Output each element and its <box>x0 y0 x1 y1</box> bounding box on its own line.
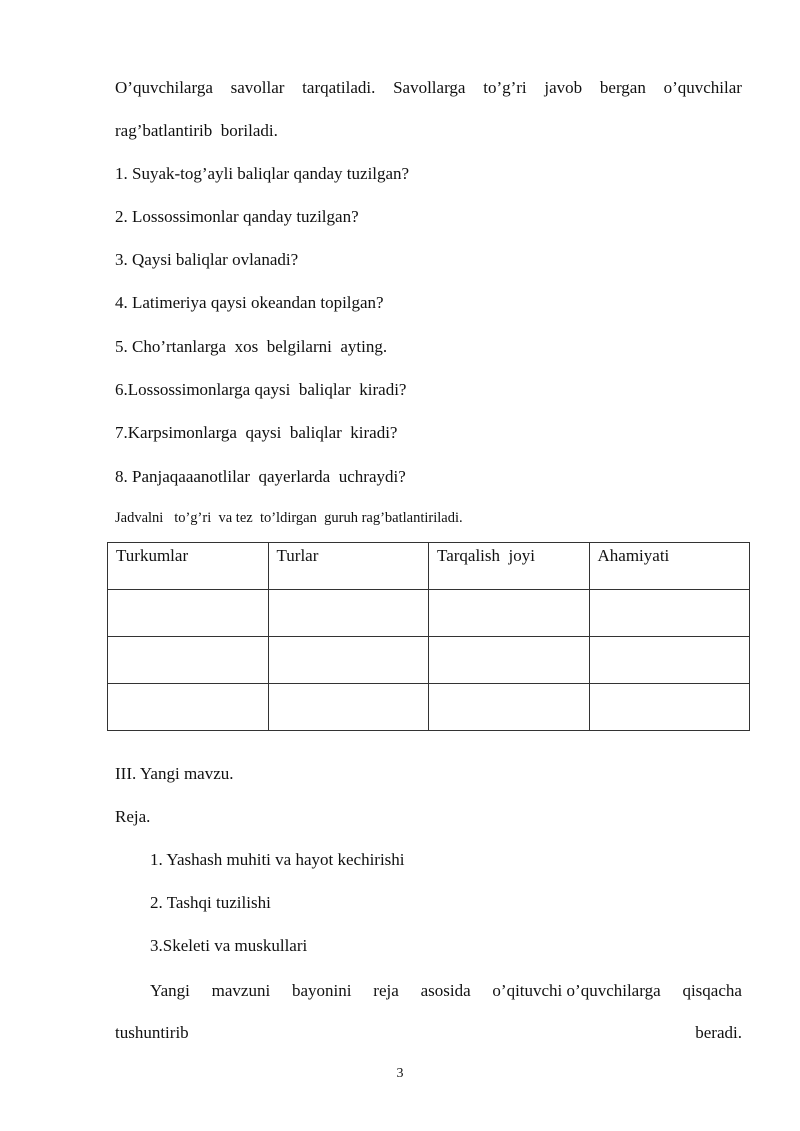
plan-label: Reja. <box>115 807 151 826</box>
table-cell[interactable] <box>589 637 750 684</box>
table-cell[interactable] <box>268 637 429 684</box>
page-number: 3 <box>396 1066 404 1081</box>
table-header-cell: Tarqalish joyi <box>429 543 590 590</box>
intro-word: savollar <box>230 78 285 97</box>
table-cell[interactable] <box>429 590 590 637</box>
intro-line-1 <box>115 77 742 99</box>
intro-word: o’quvchilar <box>663 78 742 97</box>
table-cell[interactable] <box>429 684 590 731</box>
question-item: 8. Panjaqaaanotlilar qayerlarda uchraydi? <box>115 467 406 486</box>
table-row <box>108 637 750 684</box>
paragraph-word: beradi. <box>695 1023 742 1042</box>
table-header-cell: Turkumlar <box>108 543 269 590</box>
paragraph-word: tushuntirib <box>115 1023 189 1042</box>
intro-word: O’quvchilarga <box>115 78 213 97</box>
table-header-cell: Turlar <box>268 543 429 590</box>
table-cell[interactable] <box>589 684 750 731</box>
plan-item: 2. Tashqi tuzilishi <box>150 893 271 912</box>
table-cell[interactable] <box>108 684 269 731</box>
intro-word: tarqatiladi. <box>302 78 376 97</box>
table-row <box>108 684 750 731</box>
table-cell[interactable] <box>589 590 750 637</box>
question-item: 4. Latimeriya qaysi okeandan topilgan? <box>115 293 384 312</box>
paragraph-word: Yangi <box>150 981 190 1000</box>
plan-item: 1. Yashash muhiti va hayot kechirishi <box>150 850 405 869</box>
question-item: 2. Lossossimonlar qanday tuzilgan? <box>115 207 359 226</box>
paragraph-word: reja <box>373 981 399 1000</box>
paragraph-line-1 <box>150 980 742 1002</box>
plan-item: 3.Skeleti va muskullari <box>150 936 308 955</box>
section-title: III. Yangi mavzu. <box>115 764 234 783</box>
paragraph-word: mavzuni <box>211 981 271 1000</box>
table-cell[interactable] <box>429 637 590 684</box>
intro-word: javob <box>544 78 583 97</box>
paragraph-word: o’qituvchi o’quvchilarga <box>492 981 661 1000</box>
table-cell[interactable] <box>268 684 429 731</box>
paragraph-line-2 <box>115 1022 742 1044</box>
question-item: 1. Suyak-tog’ayli baliqlar qanday tuzilgan? <box>115 164 410 183</box>
fill-in-table <box>107 542 750 731</box>
intro-line-2: rag’batlantirib boriladi. <box>115 121 278 140</box>
paragraph-word: bayonini <box>291 981 352 1000</box>
table-header-cell: Ahamiyati <box>589 543 750 590</box>
table-cell[interactable] <box>108 637 269 684</box>
table-caption: Jadvalni to’g’ri va tez to’ldirgan guruh rag’batlantiriladi. <box>115 510 463 526</box>
table-header-row <box>108 543 750 590</box>
question-item: 5. Cho’rtanlarga xos belgilarni ayting. <box>115 337 388 356</box>
table-cell[interactable] <box>108 590 269 637</box>
paragraph-word: asosida <box>420 981 471 1000</box>
table-cell[interactable] <box>268 590 429 637</box>
intro-word: bergan <box>599 78 646 97</box>
intro-word: to’g’ri <box>483 78 527 97</box>
question-item: 7.Karpsimonlarga qaysi baliqlar kiradi? <box>115 423 398 442</box>
question-item: 6.Lossossimonlarga qaysi baliqlar kiradi? <box>115 380 407 399</box>
question-item: 3. Qaysi baliqlar ovlanadi? <box>115 250 299 269</box>
intro-word: Savollarga <box>393 78 466 97</box>
table-row <box>108 590 750 637</box>
paragraph-word: qisqacha <box>682 981 742 1000</box>
